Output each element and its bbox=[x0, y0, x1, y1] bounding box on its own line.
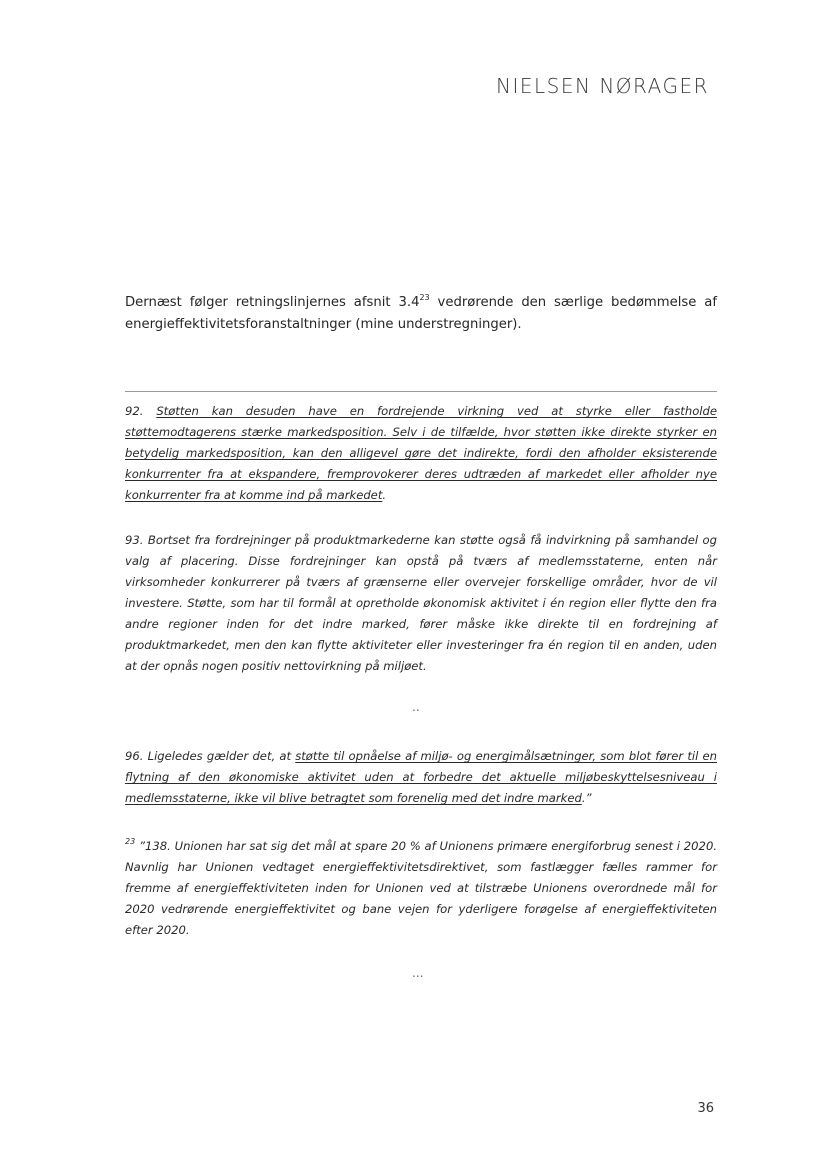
quote-paragraph-92 bbox=[125, 401, 717, 506]
quote-divider bbox=[125, 391, 717, 392]
intro-text-before: Dernæst følger retningslinjernes afsnit 3.4 bbox=[125, 295, 420, 310]
paragraph-end: . bbox=[382, 488, 387, 502]
page-number: 36 bbox=[697, 1101, 714, 1116]
paragraph-end: .” bbox=[581, 791, 592, 805]
footnote-23 bbox=[125, 836, 717, 941]
intro-paragraph bbox=[125, 292, 717, 336]
intro-text-after: vedrørende den særlige bedømmelse af energieffektivitetsforanstaltninger (mine understregninger). bbox=[125, 295, 717, 332]
footnote-number: 23 bbox=[125, 837, 136, 846]
underlined-text: støtte til opnåelse af miljø- og energimålsætninger, som blot fører til en flytning af den økonomiske aktivitet uden at forbedre det aktuelle miljøbeskyttelsesniveau i medlemsstaterne, ikke vil blive betragtet som forenelig med det indre marked bbox=[125, 749, 717, 805]
paragraph-intro: 96. Ligeledes gælder det, at bbox=[125, 749, 296, 763]
firm-logo: NIELSEN NØRAGER bbox=[496, 74, 709, 98]
quote-paragraph-96 bbox=[125, 746, 717, 809]
ellipsis: ... bbox=[412, 966, 424, 980]
ellipsis: .. bbox=[412, 700, 420, 714]
footnote-text: ”138. Unionen har sat sig det mål at spare 20 % af Unionens primære energiforbrug senest i 2020. Navnlig har Unionen vedtaget energieffektivitetsdirektivet, som fastlægger fælles rammer for fremme af energieffektiviteten inden for Unionen ved at tilstræbe Unionens overordnede mål for 2020 vedrørende energieffektivitet og bane vejen for yderligere forøgelse af energieffektiviteten efter 2020. bbox=[125, 839, 717, 937]
paragraph-number: 92. bbox=[125, 404, 157, 418]
underlined-text: Støtten kan desuden have en fordrejende virkning ved at styrke eller fastholde støttemodtagerens stærke markedsposition. Selv i de tilfælde, hvor støtten ikke direkte styrker en betydelig markedsposition, kan den alligevel gøre det indirekte, fordi den afholder eksisterende konkurrenter fra at ekspandere, fremprovokerer deres udtræden af markedet eller afholder nye konkurrenter fra at komme ind på markedet bbox=[125, 404, 717, 502]
footnote-reference[interactable]: 23 bbox=[419, 293, 430, 302]
quote-paragraph-93: 93. Bortset fra fordrejninger på produktmarkederne kan støtte også få indvirkning på samhandel og valg af placering. Disse fordrejninger kan opstå på tværs af medlemsstaterne, enten når virksomheder konkurrerer på tværs af grænserne eller overvejer forskellige områder, hvor de vil investere. Støtte, som har til formål at opretholde økonomisk aktivitet i én region eller flytte den fra andre regioner inden for det indre marked, fører måske ikke direkte til en fordrejning af produktmarkedet, men den kan flytte aktiviteter eller investeringer fra én region til en anden, uden at der opnås nogen positiv nettovirkning på miljøet. bbox=[125, 533, 717, 673]
